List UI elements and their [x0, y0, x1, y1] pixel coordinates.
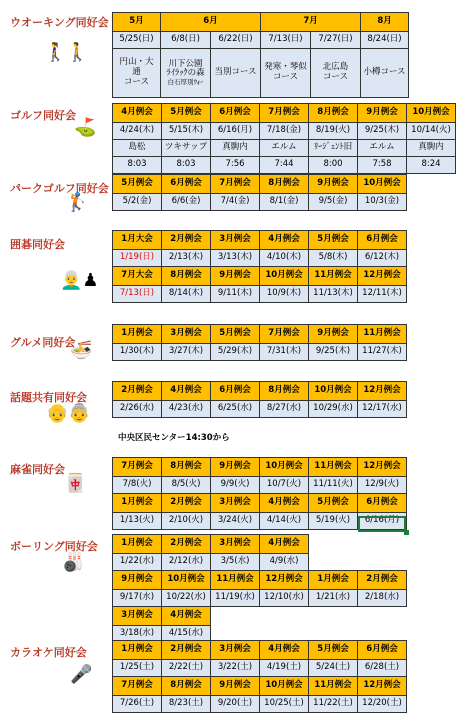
course-cell — [161, 49, 211, 98]
date-cell: 3/22(土) — [211, 660, 260, 677]
place-cell: エルム — [260, 140, 309, 157]
tee-time-cell: 8:03 — [113, 157, 162, 174]
course-cell — [361, 49, 409, 98]
date-cell: 7/13(日) — [113, 286, 162, 303]
karaoke-table — [112, 640, 407, 713]
date-cell: 4/19(土) — [260, 660, 309, 677]
meeting-header: 1月例会 — [113, 325, 162, 344]
golf-flag-icon: ⛳ — [74, 117, 97, 138]
go-section — [0, 230, 457, 318]
meeting-header: 5月例会 — [162, 104, 211, 123]
gourmet-icon: 🍜 — [70, 340, 93, 361]
date-cell: 11/22(土) — [309, 696, 358, 713]
meeting-header: 3月例会 — [211, 535, 260, 554]
date-cell: 12/10(水) — [260, 590, 309, 607]
date-cell: 6/22(日) — [211, 32, 261, 49]
meeting-header: 7月例会 — [113, 458, 162, 477]
place-cell: ﾘｰｼﾞｪﾝﾄ旧 — [309, 140, 358, 157]
date-cell: 2/22(土) — [162, 660, 211, 677]
meeting-header: 4月例会 — [162, 382, 211, 401]
empty-cell — [358, 554, 407, 571]
bowling-icon: 🎳 — [62, 552, 85, 573]
course-line: 発寒・琴似 — [264, 62, 307, 73]
date-cell: 4/15(水) — [162, 626, 211, 643]
date-cell: 6/12(木) — [358, 250, 407, 267]
meeting-header: 3月例会 — [211, 231, 260, 250]
meeting-header: 5月例会 — [309, 641, 358, 660]
meeting-header: 2月例会 — [162, 494, 211, 513]
course-line: ﾗｲﾗｯｸの森 — [166, 68, 205, 79]
course-line: コース — [123, 76, 150, 87]
meeting-header: 10月例会 — [162, 571, 211, 590]
meeting-header: 2月例会 — [162, 231, 211, 250]
meeting-header: 7月例会 — [260, 104, 309, 123]
go-players-icon: 👨‍🦳♟ — [60, 270, 99, 291]
date-cell: 1/25(土) — [113, 660, 162, 677]
date-cell: 6/6(金) — [162, 194, 211, 211]
meeting-header: 6月例会 — [358, 231, 407, 250]
topic-sharing-icon: 👴👵 — [46, 403, 91, 424]
meeting-header: 12月例会 — [358, 267, 407, 286]
date-cell: 9/11(木) — [211, 286, 260, 303]
meeting-header: 5月例会 — [113, 175, 162, 194]
meeting-header: 5月例会 — [211, 325, 260, 344]
meeting-header: 9月例会 — [211, 267, 260, 286]
place-cell: 真駒内 — [407, 140, 456, 157]
month-header: 7月 — [261, 13, 361, 32]
month-header: 6月 — [161, 13, 261, 32]
meeting-header: 7月例会 — [211, 175, 260, 194]
date-cell: 11/11(火) — [309, 477, 358, 494]
walking-group-icon: 🚶‍♀️🚶 — [44, 42, 89, 63]
date-cell: 9/25(木) — [358, 123, 407, 140]
parkgolf-table — [112, 174, 407, 211]
date-cell: 6/25(水) — [211, 401, 260, 418]
date-cell: 5/2(金) — [113, 194, 162, 211]
date-cell: 6/16(月) — [211, 123, 260, 140]
course-cell — [311, 49, 361, 98]
meeting-header: 4月例会 — [260, 535, 309, 554]
date-cell: 3/13(木) — [211, 250, 260, 267]
tee-time-cell: 7:56 — [211, 157, 260, 174]
date-cell: 5/24(土) — [309, 660, 358, 677]
meeting-header: 3月例会 — [211, 494, 260, 513]
meeting-header: 12月例会 — [358, 458, 407, 477]
meeting-header: 4月例会 — [260, 231, 309, 250]
place-cell: 真駒内 — [211, 140, 260, 157]
date-cell: 6/28(土) — [358, 660, 407, 677]
meeting-header: 8月例会 — [162, 677, 211, 696]
golf-title: ゴルフ同好会 — [10, 109, 76, 122]
course-line: 通 — [132, 67, 141, 78]
meeting-header: 11月例会 — [309, 458, 358, 477]
meeting-header: 1月例会 — [113, 641, 162, 660]
course-line: 白石厚別ｳｫｰ — [167, 78, 204, 87]
date-cell: 8/5(火) — [162, 477, 211, 494]
meeting-header: 10月例会 — [260, 677, 309, 696]
date-cell: 5/25(日) — [113, 32, 161, 49]
date-cell: 7/8(火) — [113, 477, 162, 494]
course-line: コース — [322, 72, 349, 82]
meeting-header: 8月例会 — [162, 267, 211, 286]
golf-table — [112, 103, 456, 174]
date-cell: 2/26(水) — [113, 401, 162, 418]
bowling-section — [0, 534, 457, 639]
meeting-header: 2月例会 — [358, 571, 407, 590]
meeting-header: 8月例会 — [260, 175, 309, 194]
date-cell: 9/25(木) — [309, 344, 358, 361]
meeting-header: 4月例会 — [113, 104, 162, 123]
tee-time-cell: 7:44 — [260, 157, 309, 174]
date-cell: 5/15(木) — [162, 123, 211, 140]
meeting-header: 1月例会 — [113, 535, 162, 554]
course-line: 円山・大 — [119, 57, 154, 68]
meeting-header: 6月例会 — [162, 175, 211, 194]
meeting-header: 2月例会 — [113, 382, 162, 401]
date-cell: 8/27(水) — [260, 401, 309, 418]
meeting-header: 10月例会 — [260, 458, 309, 477]
walking-section — [0, 12, 457, 102]
meeting-header: 11月例会 — [211, 571, 260, 590]
date-cell: 10/14(火) — [407, 123, 456, 140]
meeting-header: 6月例会 — [211, 382, 260, 401]
date-cell: 8/23(土) — [162, 696, 211, 713]
course-line: コース — [272, 72, 299, 82]
bowling-title: ボーリング同好会 — [10, 540, 98, 553]
date-cell: 10/3(金) — [358, 194, 407, 211]
meeting-header: 3月例会 — [113, 607, 162, 626]
karaoke-microphone-icon: 🎤 — [70, 664, 93, 685]
gourmet-section — [0, 324, 457, 374]
date-cell: 2/10(火) — [162, 513, 211, 530]
course-line: 当別コース — [214, 67, 257, 78]
date-cell: 4/24(木) — [113, 123, 162, 140]
selected-cell[interactable] — [358, 516, 406, 532]
park-golf-icon: 🏌️ — [66, 192, 89, 213]
date-cell: 11/19(水) — [211, 590, 260, 607]
month-header: 5月 — [113, 13, 161, 32]
date-cell: 4/23(水) — [162, 401, 211, 418]
meeting-header: 5月例会 — [309, 494, 358, 513]
meeting-header: 8月例会 — [309, 104, 358, 123]
meeting-header: 1月例会 — [113, 494, 162, 513]
date-cell: 1/21(水) — [309, 590, 358, 607]
month-header: 8月 — [361, 13, 409, 32]
meeting-header: 11月例会 — [309, 677, 358, 696]
date-cell: 7/31(木) — [260, 344, 309, 361]
empty-cell — [358, 535, 407, 554]
date-cell: 10/29(水) — [309, 401, 358, 418]
meeting-header: 10月例会 — [309, 382, 358, 401]
meeting-header: 11月例会 — [358, 325, 407, 344]
date-cell: 10/22(水) — [162, 590, 211, 607]
date-cell: 7/4(金) — [211, 194, 260, 211]
bowling-table — [112, 534, 407, 643]
date-cell: 4/10(木) — [260, 250, 309, 267]
parkgolf-section — [0, 174, 457, 224]
date-cell: 7/27(日) — [311, 32, 361, 49]
date-cell: 1/13(火) — [113, 513, 162, 530]
karaoke-section — [0, 640, 457, 709]
meeting-header: 10月例会 — [407, 104, 456, 123]
date-cell: 5/19(火) — [309, 513, 358, 530]
date-cell: 11/13(木) — [309, 286, 358, 303]
place-cell: ツキサップ — [162, 140, 211, 157]
meeting-header: 8月例会 — [162, 458, 211, 477]
date-cell: 3/27(木) — [162, 344, 211, 361]
venue-note: 中央区民センター14:30から — [118, 433, 230, 443]
date-cell: 6/8(日) — [161, 32, 211, 49]
golf-section — [0, 103, 457, 170]
tee-time-cell: 8:03 — [162, 157, 211, 174]
meeting-header: 7月大会 — [113, 267, 162, 286]
meeting-header: 10月例会 — [358, 175, 407, 194]
meeting-header: 5月例会 — [309, 231, 358, 250]
date-cell: 2/13(木) — [162, 250, 211, 267]
date-cell: 4/14(火) — [260, 513, 309, 530]
date-cell: 9/20(土) — [211, 696, 260, 713]
topics-table — [112, 381, 407, 418]
date-cell: 10/9(木) — [260, 286, 309, 303]
date-cell: 8/1(金) — [260, 194, 309, 211]
gourmet-title: グルメ同好会 — [10, 336, 76, 349]
empty-cell — [309, 554, 358, 571]
walking-title: ウオーキング同好会 — [10, 16, 109, 29]
date-cell: 11/27(木) — [358, 344, 407, 361]
meeting-header: 9月例会 — [358, 104, 407, 123]
date-cell: 2/18(水) — [358, 590, 407, 607]
meeting-header: 3月例会 — [211, 641, 260, 660]
meeting-header: 2月例会 — [162, 535, 211, 554]
empty-cell — [309, 535, 358, 554]
date-cell: 1/22(水) — [113, 554, 162, 571]
course-cell — [211, 49, 261, 98]
meeting-header: 6月例会 — [211, 104, 260, 123]
meeting-header: 7月例会 — [260, 325, 309, 344]
karaoke-title: カラオケ同好会 — [10, 646, 87, 659]
date-cell: 3/24(火) — [211, 513, 260, 530]
date-cell: 9/9(火) — [211, 477, 260, 494]
meeting-header: 4月例会 — [162, 607, 211, 626]
meeting-header: 11月例会 — [309, 267, 358, 286]
meeting-header: 12月例会 — [358, 382, 407, 401]
gourmet-table — [112, 324, 407, 361]
date-cell: 4/9(水) — [260, 554, 309, 571]
place-cell: 島松 — [113, 140, 162, 157]
date-cell: 12/9(火) — [358, 477, 407, 494]
date-cell: 7/26(土) — [113, 696, 162, 713]
course-line: 北広島 — [322, 62, 349, 73]
date-cell: 5/29(木) — [211, 344, 260, 361]
date-cell: 8/24(日) — [361, 32, 409, 49]
meeting-header: 2月例会 — [162, 641, 211, 660]
date-cell: 8/19(火) — [309, 123, 358, 140]
meeting-header: 12月例会 — [358, 677, 407, 696]
date-cell: 12/20(土) — [358, 696, 407, 713]
date-cell: 3/5(水) — [211, 554, 260, 571]
tee-time-cell: 7:58 — [358, 157, 407, 174]
date-cell: 1/30(木) — [113, 344, 162, 361]
tee-time-cell: 8:00 — [309, 157, 358, 174]
meeting-header: 6月例会 — [358, 641, 407, 660]
meeting-header: 1月大会 — [113, 231, 162, 250]
date-cell: 2/12(水) — [162, 554, 211, 571]
meeting-header: 9月例会 — [211, 458, 260, 477]
meeting-header: 9月例会 — [309, 175, 358, 194]
date-cell: 10/7(火) — [260, 477, 309, 494]
tee-time-cell: 8:24 — [407, 157, 456, 174]
date-cell: 3/18(水) — [113, 626, 162, 643]
mahjong-title: 麻雀同好会 — [10, 463, 65, 476]
date-cell: 1/19(日) — [113, 250, 162, 267]
place-cell: エルム — [358, 140, 407, 157]
course-line: 小樽コース — [363, 67, 406, 78]
course-cell — [261, 49, 311, 98]
date-cell: 12/17(水) — [358, 401, 407, 418]
meeting-header: 8月例会 — [260, 382, 309, 401]
go-table — [112, 230, 407, 303]
topics-section — [0, 381, 457, 447]
date-cell: 6/16(月) — [358, 513, 407, 530]
meeting-header: 12月例会 — [260, 571, 309, 590]
course-cell — [113, 49, 161, 98]
meeting-header: 9月例会 — [309, 325, 358, 344]
walking-table — [112, 12, 409, 98]
meeting-header: 9月例会 — [211, 677, 260, 696]
go-title: 囲碁同好会 — [10, 238, 65, 251]
parkgolf-title: パークゴルフ同好会 — [10, 182, 109, 195]
meeting-header: 9月例会 — [113, 571, 162, 590]
date-cell: 10/25(土) — [260, 696, 309, 713]
meeting-header: 4月例会 — [260, 641, 309, 660]
date-cell: 9/17(水) — [113, 590, 162, 607]
date-cell: 7/18(金) — [260, 123, 309, 140]
topics-title: 話題共有同好会 — [10, 391, 87, 404]
meeting-header: 6月例会 — [358, 494, 407, 513]
date-cell: 8/14(木) — [162, 286, 211, 303]
date-cell: 5/8(木) — [309, 250, 358, 267]
meeting-header: 4月例会 — [260, 494, 309, 513]
meeting-header: 10月例会 — [260, 267, 309, 286]
mahjong-tiles-icon: 🀄 — [64, 473, 87, 494]
course-line: 川下公園 — [168, 58, 203, 69]
meeting-header: 7月例会 — [113, 677, 162, 696]
meeting-header: 1月例会 — [309, 571, 358, 590]
date-cell: 7/13(日) — [261, 32, 311, 49]
date-cell: 12/11(木) — [358, 286, 407, 303]
date-cell: 9/5(金) — [309, 194, 358, 211]
meeting-header: 3月例会 — [162, 325, 211, 344]
